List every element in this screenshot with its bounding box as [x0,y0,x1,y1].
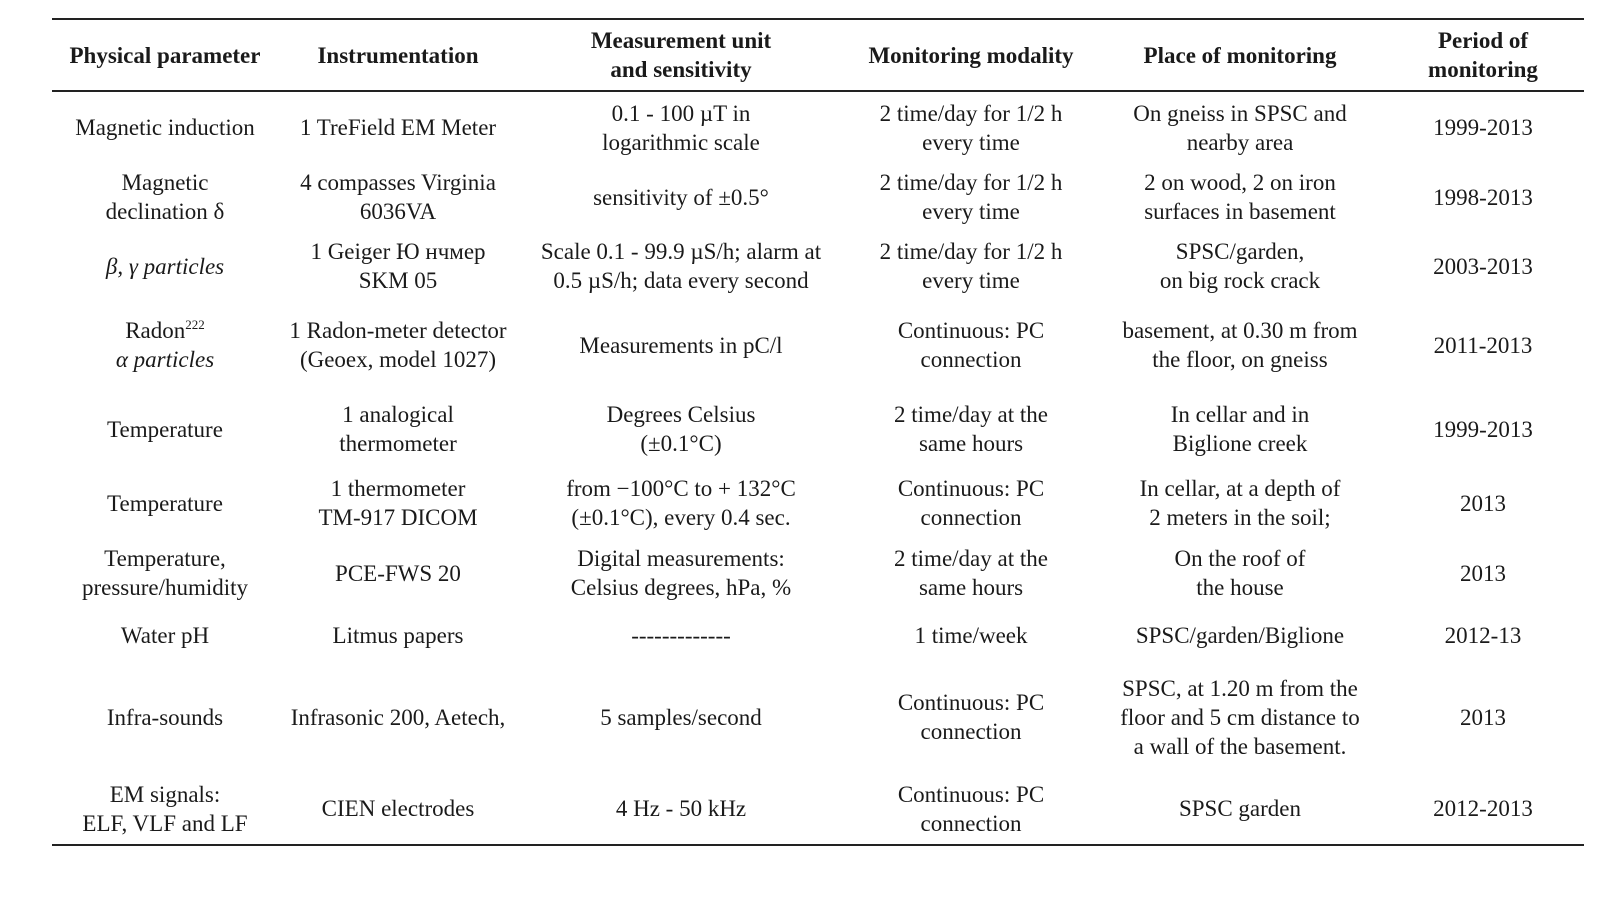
header-monitoring-modality: Monitoring modality [868,42,1074,68]
cell-parameter: Water pH [120,622,210,648]
header-measurement-unit: Measurement unit and sensitivity [590,28,772,82]
header-period-of-monitoring: Period of monitoring [1428,28,1538,82]
cell-parameter: Infra-sounds [106,704,224,730]
monitoring-table [52,18,1584,846]
cell-unit: 0.1 - 100 µT in logarithmic scale [602,100,760,155]
cell-instrumentation: 4 compasses Virginia 6036VA [300,170,496,224]
cell-period: 1999-2013 [1433,115,1533,140]
table-row [52,91,1584,163]
cell-modality: 2 time/day for 1/2 h every time [879,170,1063,224]
cell-unit: 4 Hz - 50 kHz [615,796,747,821]
cell-period: 2013 [1460,560,1506,586]
table-row [52,609,1584,661]
cell-period: 2013 [1460,704,1506,730]
cell-unit: Degrees Celsius (±0.1°C) [606,402,756,456]
cell-instrumentation: PCE-FWS 20 [335,560,461,586]
table-row [52,163,1584,231]
cell-parameter: Temperature, pressure/humidity [81,546,249,600]
cell-place: On the roof of the house [1174,546,1306,600]
cell-parameter: Magnetic declination δ [105,170,225,224]
cell-unit: Digital measurements: Celsius degrees, hPa, % [570,546,792,600]
radon-label: Radon$^{222}$ [125,317,205,343]
header-physical-parameter: Physical parameter [69,42,261,68]
cell-modality: 2 time/day for 1/2 h every time [879,100,1063,155]
table-row [52,537,1584,609]
cell-instrumentation: 1 thermometer TM-917 DICOM [318,476,478,530]
table-row [52,231,1584,301]
cell-period: 1998-2013 [1433,184,1533,210]
cell-unit: ------------- [631,622,731,648]
cell-modality: 1 time/week [914,622,1028,648]
cell-instrumentation: CIEN electrodes [321,796,475,821]
cell-unit: Scale 0.1 - 99.9 µS/h; alarm at 0.5 µS/h; data every second [540,239,822,293]
cell-parameter: Temperature [107,416,223,442]
cell-instrumentation: 1 TreField EM Meter [299,115,497,140]
table-row [52,469,1584,537]
cell-place: In cellar and in Biglione creek [1170,402,1310,456]
isotope-superscript: 222 [185,317,205,332]
cell-place: SPSC/garden, on big rock crack [1159,239,1321,293]
cell-modality: Continuous: PC connection [897,781,1045,836]
header-place-of-monitoring: Place of monitoring [1143,42,1337,68]
cell-parameter: Radon$^{222}$ α particles [52,301,278,389]
cell-modality: 2 time/day at the same hours [894,546,1048,600]
cell-parameter: Temperature [107,490,223,516]
cell-instrumentation: Litmus papers [332,622,464,648]
cell-place: SPSC garden [1178,796,1302,821]
cell-instrumentation: 1 analogical thermometer [339,402,457,456]
header-instrumentation: Instrumentation [317,42,479,68]
cell-place: 2 on wood, 2 on iron surfaces in basement [1144,170,1336,224]
cell-period: 2012-13 [1444,622,1522,648]
header-row [52,19,1584,91]
cell-instrumentation: Infrasonic 200, Aetech, [290,704,506,730]
table-row [52,389,1584,469]
cell-unit: Measurements in pC/l [579,332,783,358]
cell-period: 2003-2013 [1433,253,1533,279]
cell-period: 1999-2013 [1433,416,1533,442]
cell-unit: sensitivity of ±0.5° [593,184,769,210]
cell-parameter: β, γ particles [105,253,225,279]
cell-place: SPSC, at 1.20 m from the floor and 5 cm distance to a wall of the basement. [1120,675,1360,759]
cell-period: 2013 [1460,490,1506,516]
cell-unit: from −100°C to + 132°C (±0.1°C), every 0.4 sec. [566,476,796,530]
cell-instrumentation: 1 Geiger Ю нчмер SKM 05 [310,239,486,293]
cell-parameter: Magnetic induction [75,115,255,140]
cell-place: SPSC/garden/Biglione [1135,622,1345,648]
cell-modality: Continuous: PC connection [897,318,1045,372]
cell-period: 2011-2013 [1433,332,1533,358]
monitoring-table-container [52,18,1584,846]
cell-place: In cellar, at a depth of 2 meters in the soil; [1139,476,1341,530]
table-row [52,773,1584,845]
cell-modality: 2 time/day for 1/2 h every time [879,239,1063,293]
cell-unit: 5 samples/second [600,704,762,730]
cell-parameter: EM signals: ELF, VLF and LF [82,781,248,836]
cell-place: basement, at 0.30 m from the floor, on gneiss [1122,318,1358,372]
cell-modality: 2 time/day at the same hours [894,402,1048,456]
table-row [52,301,1584,389]
cell-instrumentation: 1 Radon-meter detector (Geoex, model 1027) [289,318,507,372]
cell-place: On gneiss in SPSC and nearby area [1133,100,1347,155]
cell-modality: Continuous: PC connection [897,476,1045,530]
cell-period: 2012-2013 [1433,796,1533,821]
table-row [52,661,1584,773]
cell-modality: Continuous: PC connection [897,690,1045,744]
